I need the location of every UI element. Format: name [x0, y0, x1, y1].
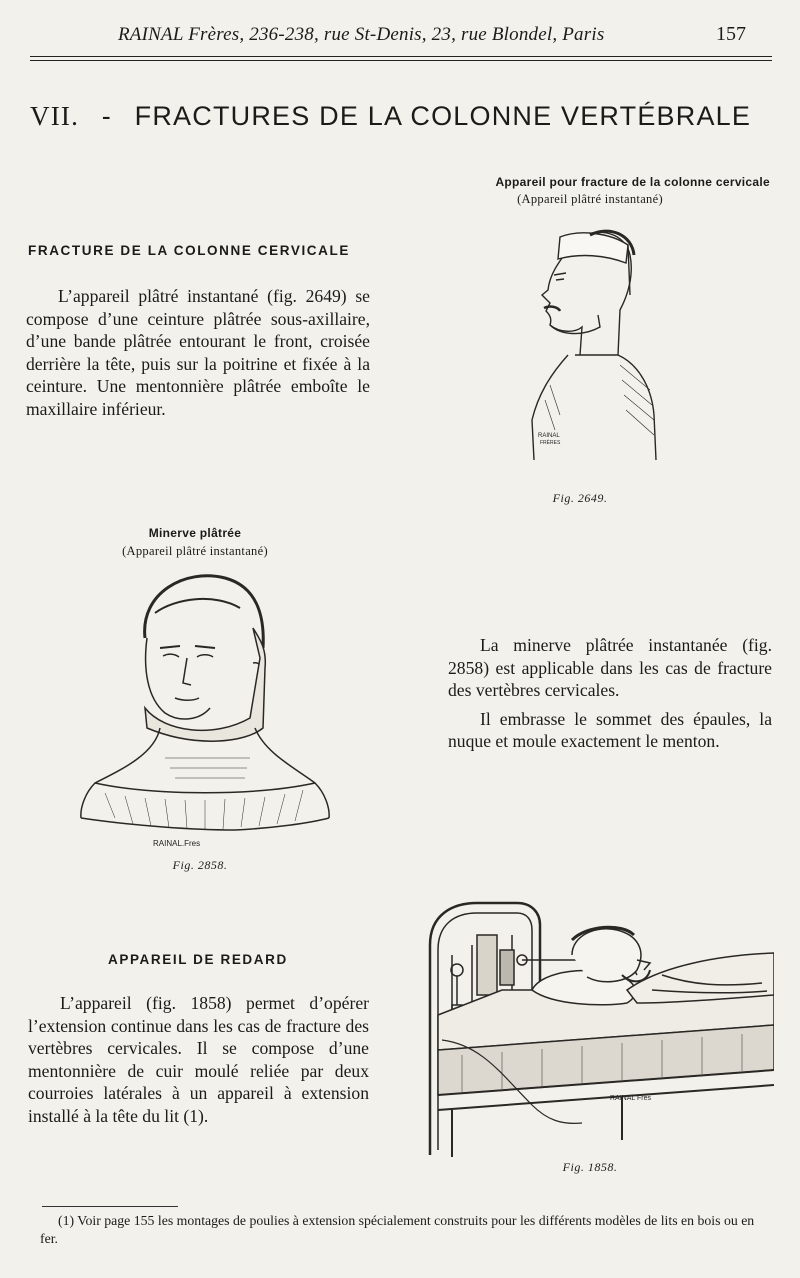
fig-1858-stamp-text: RAINAL Fres: [610, 1095, 651, 1102]
footnote: (1) Voir page 155 les montages de poulies à extension spécialement construits pour les différents modèles de lits en bois ou en fer.: [40, 1213, 755, 1246]
redard-text: [28, 992, 369, 1127]
fig-1858-illustration: [422, 895, 774, 1160]
fig-1858-label: Fig. 1858.: [562, 1160, 618, 1174]
footnote-rule: [42, 1206, 178, 1207]
fig-2649-subcaption: (Appareil plâtré instantané): [517, 192, 663, 206]
fig-2649-label: Fig. 2649.: [552, 491, 608, 505]
page-number: 157: [716, 23, 746, 45]
chapter-heading: FRACTURES DE LA COLONNE VERTÉBRALE: [134, 101, 752, 131]
redard-paragraph: L’appareil (fig. 1858) permet d’opérer l’extension continue dans les cas de fracture des vertèbres cervicales. Il se compose d’une mentonnière de cuir moulé reliée par deux courroies latérales à un appareil à extension installé à la tête du lit (1).: [28, 993, 369, 1126]
fig-2649-caption: Appareil pour fracture de la colonne cervicale: [495, 175, 770, 189]
fig-2649-illustration: [520, 215, 670, 470]
section-heading-cervical: FRACTURE DE LA COLONNE CERVICALE: [28, 243, 350, 258]
fig-2858-illustration: [75, 568, 335, 853]
fig-2858-subcaption: (Appareil plâtré instantané): [122, 544, 268, 558]
fig-2858-caption: Minerve plâtrée: [148, 526, 242, 540]
minerve-paragraph-2: Il embrasse le sommet des épaules, la nuque et moule exactement le menton.: [448, 708, 772, 751]
running-header: RAINAL Frères, 236-238, rue St-Denis, 23, rue Blondel, Paris: [118, 24, 605, 45]
section-heading-redard: APPAREIL DE REDARD: [108, 952, 288, 967]
svg-text:FRÈRES: FRÈRES: [540, 440, 561, 446]
fig-2858-label: Fig. 2858.: [172, 858, 228, 872]
bleed-through: [420, 150, 780, 173]
minerve-paragraph-1: La minerve plâtrée instantanée (fig. 2858) est applicable dans les cas de fracture des vertèbres cervicales.: [448, 635, 772, 700]
chapter-number: VII.: [30, 101, 80, 131]
cervical-paragraph: L’appareil plâtré instantané (fig. 2649) se compose d’une ceinture plâtrée sous-axillaire, d’une bande plâtrée entourant le front, croisée derrière la tête, puis sur la poitrine et fixée à la ceinture. Une mentonnière plâtrée emboîte le maxillaire inférieur.: [26, 286, 370, 419]
header-rule-2: [30, 60, 772, 61]
chapter-title: [30, 101, 751, 132]
header-rule: [30, 56, 772, 57]
fig-2858-stamp-text: RAINAL.Fres: [153, 839, 201, 848]
minerve-text: [448, 634, 772, 753]
fig-2649-stamp-text: RAINAL: [538, 433, 560, 439]
cervical-text: [26, 285, 370, 420]
chapter-dash: -: [101, 101, 112, 131]
